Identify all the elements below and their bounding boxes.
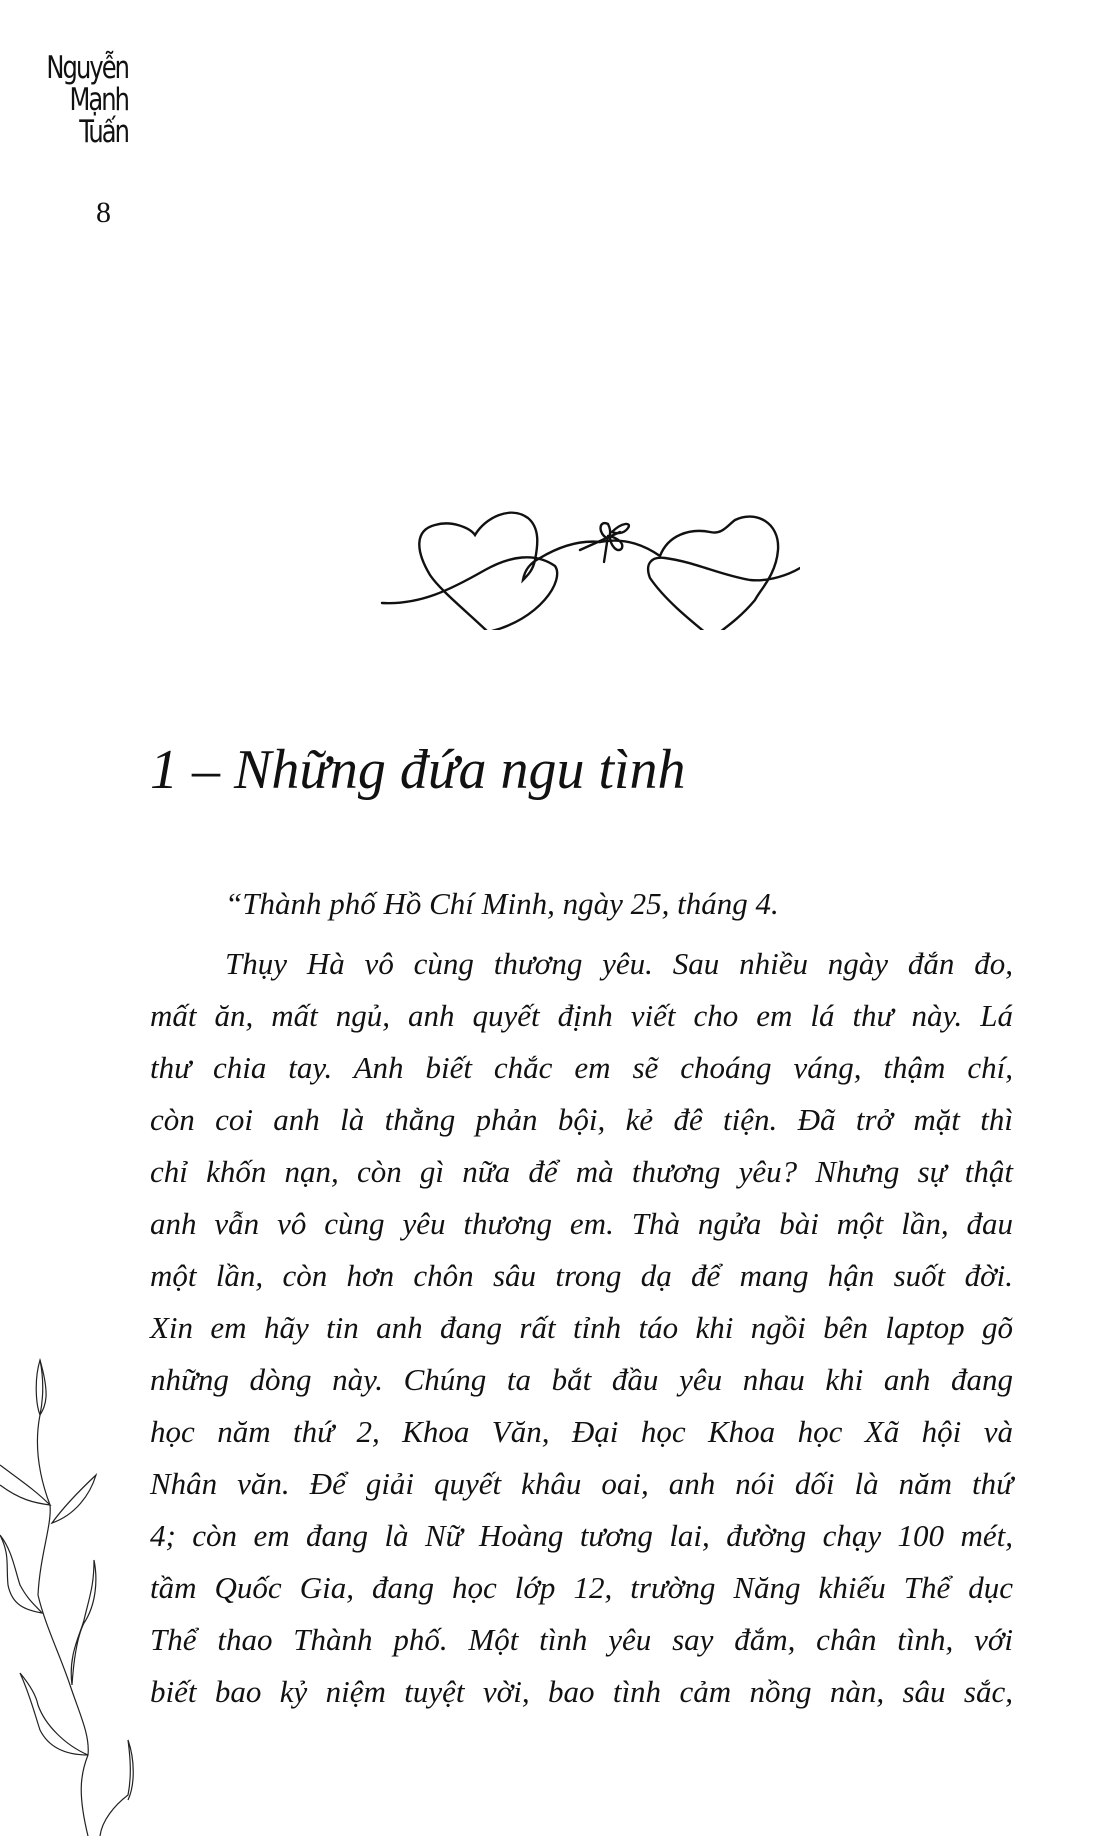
leafy-branch-icon [0,1355,140,1836]
text-line: thư chia tay. Anh biết chắc em sẽ choáng váng, thậm chí, [150,1050,1013,1085]
author-name-line-1: Nguyễn [46,50,128,86]
author-name [44,52,128,148]
text-line: anh vẫn vô cùng yêu thương em. Thà ngửa bài một lần, đau [150,1206,1013,1241]
two-hearts-tied-string-icon [360,470,800,630]
text-line: 4; còn em đang là Nữ Hoàng tương lai, đường chạy 100 mét, [150,1518,1013,1553]
author-name-line-2: Mạnh [69,82,128,118]
text-line: Xin em hãy tin anh đang rất tỉnh táo khi ngồi bên laptop gõ [150,1310,1013,1345]
text-line: biết bao kỷ niệm tuyệt vời, bao tình cảm nồng nàn, sâu sắc, [150,1674,1013,1709]
text-line: Thể thao Thành phố. Một tình yêu say đắm, chân tình, với [150,1622,1013,1657]
text-line: mất ăn, mất ngủ, anh quyết định viết cho em lá thư này. Lá [150,998,1013,1033]
page-number: 8 [96,196,111,229]
chapter-title: 1 – Những đứa ngu tình [150,739,686,801]
text-line: “Thành phố Hồ Chí Minh, ngày 25, tháng 4. [225,886,779,921]
text-line: một lần, còn hơn chôn sâu trong dạ để mang hận suốt đời. [150,1258,1013,1293]
text-line: Thụy Hà vô cùng thương yêu. Sau nhiều ngày đắn đo, [225,946,1013,981]
text-line: Nhân văn. Để giải quyết khâu oai, anh nói dối là năm thứ [150,1466,1013,1501]
text-line: còn coi anh là thằng phản bội, kẻ đê tiện. Đã trở mặt thì [150,1102,1013,1137]
text-line: tầm Quốc Gia, đang học lớp 12, trường Năng khiếu Thể dục [150,1570,1013,1605]
text-line: những dòng này. Chúng ta bắt đầu yêu nhau khi anh đang [150,1362,1013,1397]
text-line: học năm thứ 2, Khoa Văn, Đại học Khoa học Xã hội và [150,1414,1013,1449]
text-line: chỉ khốn nạn, còn gì nữa để mà thương yêu? Nhưng sự thật [150,1154,1013,1189]
author-name-line-3: Tuấn [79,114,128,150]
